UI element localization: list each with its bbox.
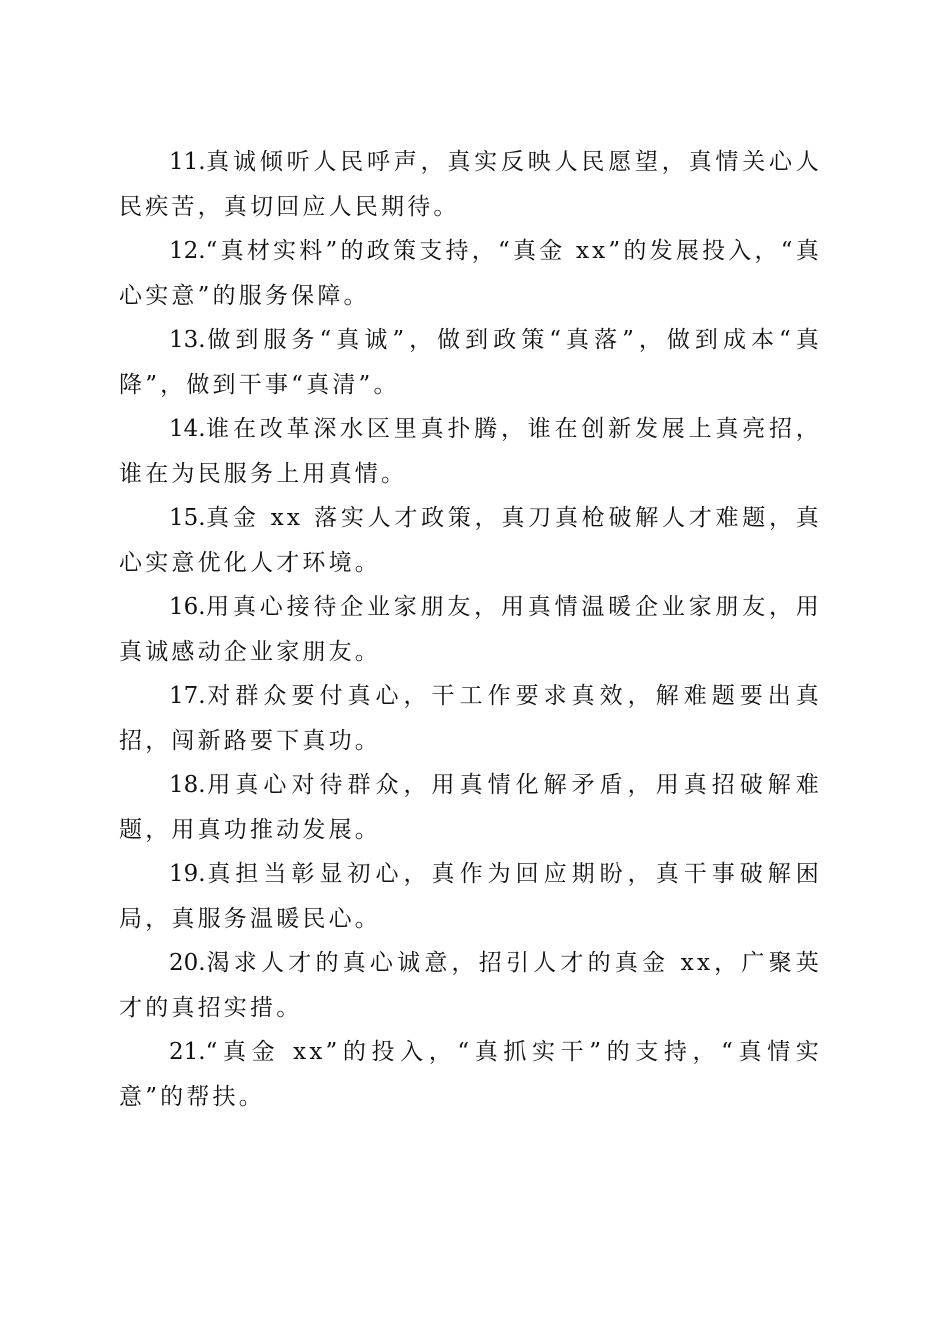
paragraph-text: “真金 xx”的投入，“真抓实干”的支持，“真情实意”的帮扶。	[119, 1039, 822, 1110]
paragraph-text: “真材实料”的政策支持，“真金 xx”的发展投入，“真心实意”的服务保障。	[119, 238, 822, 309]
paragraph-11	[119, 140, 822, 229]
paragraph-number: 17.	[169, 683, 206, 709]
paragraph-17	[119, 674, 822, 763]
paragraph-number: 12.	[169, 238, 206, 264]
paragraph-text: 用真心对待群众，用真情化解矛盾，用真招破解难题，用真功推动发展。	[119, 772, 822, 843]
document-page	[119, 140, 822, 1119]
paragraph-number: 16.	[169, 594, 206, 620]
paragraph-18	[119, 763, 822, 852]
paragraph-12	[119, 229, 822, 318]
paragraph-20	[119, 941, 822, 1030]
paragraph-text: 对群众要付真心，干工作要求真效，解难题要出真招，闯新路要下真功。	[119, 683, 822, 754]
paragraph-text: 真金 xx 落实人才政策，真刀真枪破解人才难题，真心实意优化人才环境。	[119, 505, 822, 576]
paragraph-number: 21.	[169, 1039, 206, 1065]
paragraph-13	[119, 318, 822, 407]
paragraph-text: 做到服务“真诚”，做到政策“真落”，做到成本“真降”，做到干事“真清”。	[119, 327, 822, 398]
paragraph-15	[119, 496, 822, 585]
paragraph-number: 11.	[169, 149, 206, 175]
paragraph-number: 13.	[169, 327, 206, 353]
paragraph-21	[119, 1030, 822, 1119]
paragraph-text: 真担当彰显初心，真作为回应期盼，真干事破解困局，真服务温暖民心。	[119, 861, 822, 932]
paragraph-19	[119, 852, 822, 941]
paragraph-text: 用真心接待企业家朋友，用真情温暖企业家朋友，用真诚感动企业家朋友。	[119, 594, 822, 665]
paragraph-text: 真诚倾听人民呼声，真实反映人民愿望，真情关心人民疾苦，真切回应人民期待。	[119, 149, 822, 220]
paragraph-number: 20.	[169, 950, 206, 976]
paragraph-number: 18.	[169, 772, 206, 798]
paragraph-number: 15.	[169, 505, 206, 531]
paragraph-text: 渴求人才的真心诚意，招引人才的真金 xx，广聚英才的真招实措。	[119, 950, 822, 1021]
paragraph-16	[119, 585, 822, 674]
paragraph-14	[119, 407, 822, 496]
paragraph-number: 19.	[169, 861, 206, 887]
paragraph-number: 14.	[169, 416, 206, 442]
paragraph-text: 谁在改革深水区里真扑腾，谁在创新发展上真亮招，谁在为民服务上用真情。	[119, 416, 822, 487]
